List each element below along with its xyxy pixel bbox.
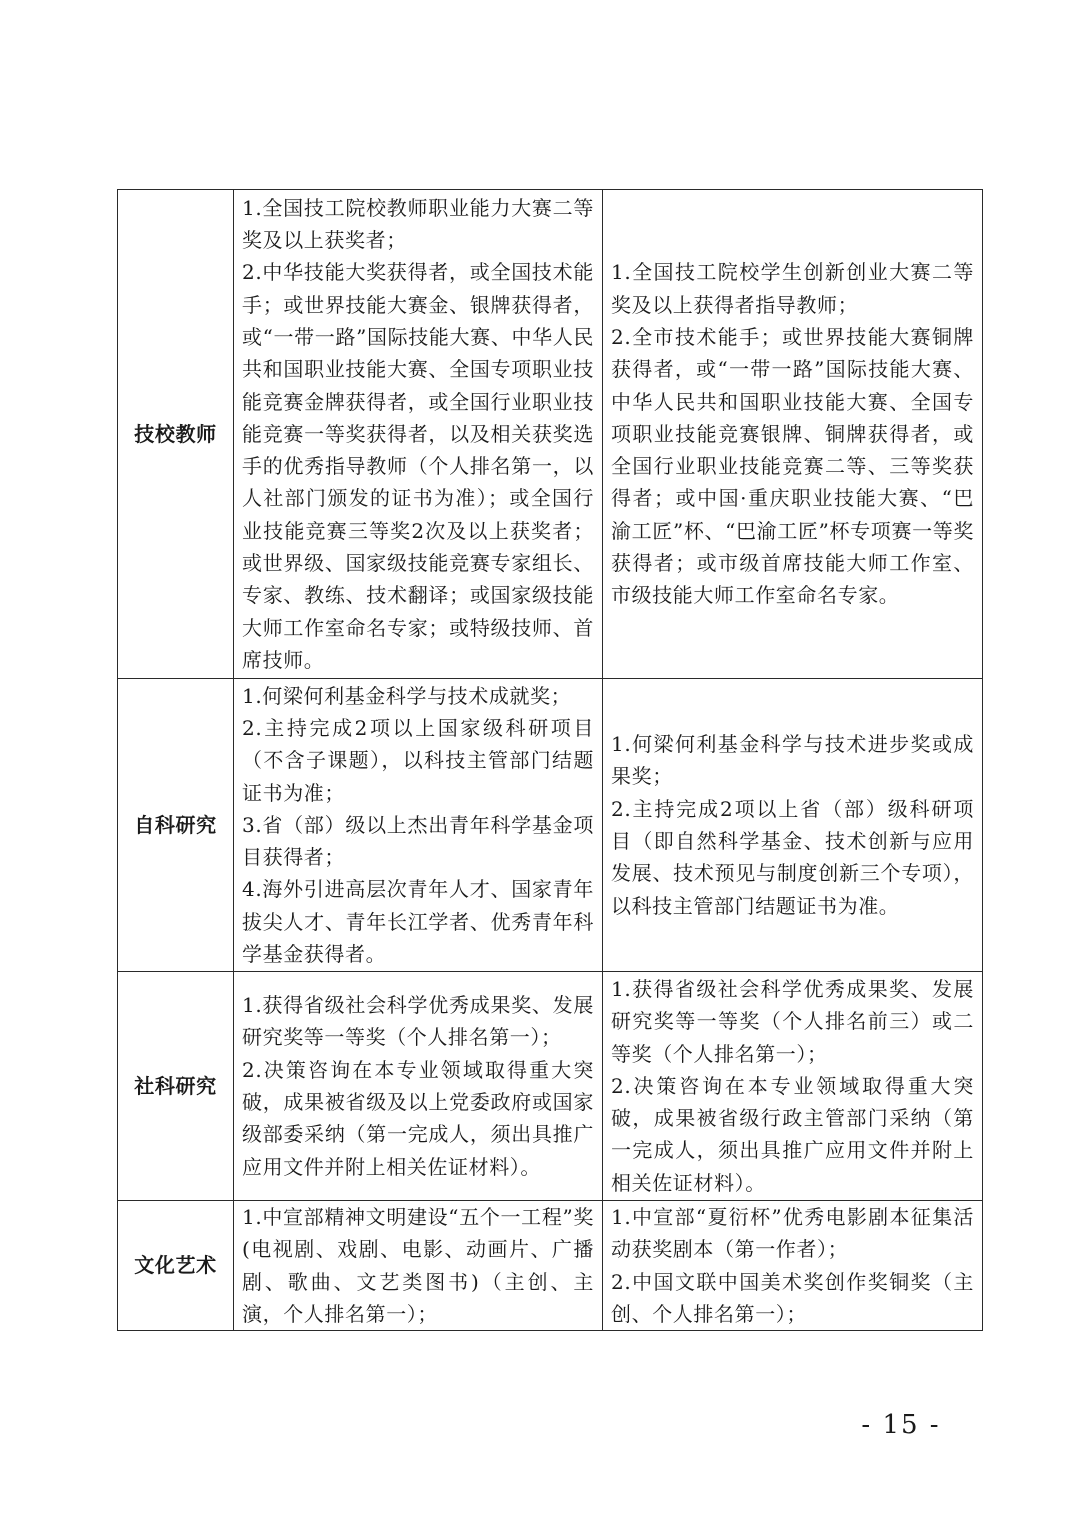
- category-cell: 文化艺术: [118, 1201, 234, 1331]
- criteria-item: 4.海外引进高层次青年人才、国家青年拔尖人才、青年长江学者、优秀青年科学基金获得者。: [242, 877, 594, 967]
- criteria-item: 2.全市技术能手；或世界技能大赛铜牌获得者，或“一带一路”国际技能大赛、中华人民共和国职业技能大赛、全国专项职业技能竞赛银牌、铜牌获得者，或全国行业职业技能竞赛二等、三等奖获得者；或中国·重庆职业技能大赛、“巴渝工匠”杯、“巴渝工匠”杯专项赛一等奖获得者；或市级首席技能大师工作室、市级技能大师工作室命名专家。: [611, 324, 974, 608]
- criteria-cell-a: [234, 190, 603, 679]
- category-cell: 社科研究: [118, 972, 234, 1201]
- criteria-cell-a: [234, 679, 603, 972]
- criteria-item: 2.决策咨询在本专业领域取得重大突破，成果被省级及以上党委政府或国家级部委采纳（第一完成人，须出具推广应用文件并附上相关佐证材料）。: [242, 1057, 594, 1179]
- criteria-cell-a: [234, 1201, 603, 1331]
- criteria-cell-b: [603, 679, 983, 972]
- criteria-table: [117, 189, 983, 1331]
- table-row: [118, 972, 983, 1201]
- criteria-item: 1.获得省级社会科学优秀成果奖、发展研究奖等一等奖（个人排名第一）；: [242, 993, 594, 1050]
- criteria-item: 3.省（部）级以上杰出青年科学基金项目获得者；: [242, 812, 594, 870]
- criteria-item: 2.主持完成2项以上国家级科研项目（不含子课题），以科技主管部门结题证书为准；: [242, 715, 594, 805]
- criteria-item: 2.中国文联中国美术奖创作奖铜奖（主创、个人排名第一）；: [611, 1269, 974, 1326]
- criteria-cell-b: [603, 972, 983, 1201]
- criteria-item: 1.全国技工院校教师职业能力大赛二等奖及以上获奖者；: [242, 195, 594, 253]
- table-row: [118, 679, 983, 972]
- table-row: [118, 190, 983, 679]
- criteria-cell-b: [603, 1201, 983, 1331]
- category-cell: 技校教师: [118, 190, 234, 679]
- criteria-item: 1.何梁何利基金科学与技术成就奖；: [242, 683, 572, 708]
- criteria-item: 2.决策咨询在本专业领域取得重大突破，成果被省级行政主管部门采纳（第一完成人，须出具推广应用文件并附上相关佐证材料）。: [611, 1073, 974, 1195]
- criteria-item: 1.中宣部精神文明建设“五个一工程”奖(电视剧、戏剧、电影、动画片、广播剧、歌曲、文艺类图书)（主创、主演，个人排名第一）；: [242, 1205, 594, 1326]
- criteria-item: 1.获得省级社会科学优秀成果奖、发展研究奖等一等奖（个人排名前三）或二等奖（个人排名第一）；: [611, 976, 974, 1066]
- criteria-item: 1.何梁何利基金科学与技术进步奖或成果奖；: [611, 732, 974, 789]
- table-row: [118, 1201, 983, 1331]
- criteria-cell-b: [603, 190, 983, 679]
- page-number: - 15 -: [861, 1410, 941, 1440]
- criteria-cell-a: [234, 972, 603, 1201]
- category-cell: 自科研究: [118, 679, 234, 972]
- criteria-item: 2.中华技能大奖获得者，或全国技术能手；或世界技能大赛金、银牌获得者，或“一带一路”国际技能大赛、中华人民共和国职业技能大赛、全国专项职业技能竞赛金牌获得者，或全国行业职业技能竞赛一等奖获得者，以及相关获奖选手的优秀指导教师（个人排名第一，以人社部门颁发的证书为准）；或全国行业技能竞赛三等奖2次及以上获奖者；或世界级、国家级技能竞赛专家组长、专家、教练、技术翻译；或国家级技能大师工作室命名专家；或特级技师、首席技师。: [242, 260, 594, 672]
- criteria-item: 1.全国技工院校学生创新创业大赛二等奖及以上获得者指导教师；: [611, 260, 974, 317]
- criteria-item: 2.主持完成2项以上省（部）级科研项目（即自然科学基金、技术创新与应用发展、技术预见与制度创新三个专项），以科技主管部门结题证书为准。: [611, 796, 974, 918]
- criteria-item: 1.中宣部“夏衍杯”优秀电影剧本征集活动获奖剧本（第一作者）；: [611, 1205, 974, 1262]
